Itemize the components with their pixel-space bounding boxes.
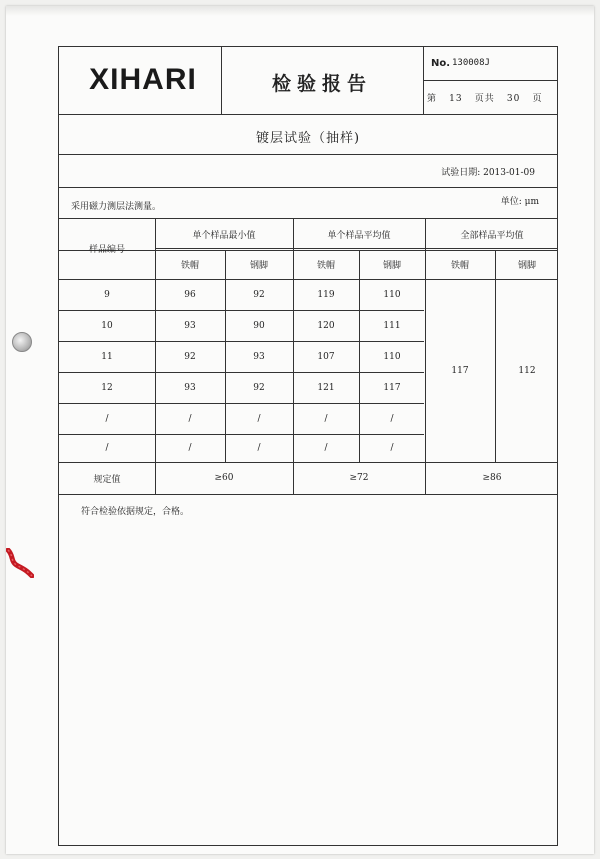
avg-foot-value: 117 [383, 382, 401, 393]
test-date-label: 试验日期: [441, 168, 481, 178]
avg-foot-value: 110 [383, 351, 401, 362]
sub-header: 铁帽 [316, 261, 335, 271]
avg-foot-value: 110 [383, 289, 401, 300]
page-prefix: 第 [427, 94, 438, 104]
min-foot-value: 92 [253, 382, 265, 393]
test-date-value: 2013-01-09 [483, 168, 535, 178]
min-foot-value: / [257, 413, 261, 424]
avg-cap-value: 107 [317, 351, 335, 362]
min-foot-value: 90 [253, 320, 265, 331]
sample-no: 10 [101, 320, 113, 331]
report-no-label: No. [431, 58, 451, 69]
table-border [59, 494, 557, 495]
avg-cap-value: 120 [317, 320, 335, 331]
unit-label: 单位: μm [500, 197, 539, 207]
sub-header: 铁帽 [180, 261, 199, 271]
sample-no: 11 [101, 351, 113, 362]
avg-cap-value: / [324, 443, 328, 453]
page-info [427, 91, 557, 104]
page-current: 13 [449, 94, 463, 104]
document-title: 检验报告 [271, 73, 372, 95]
spec-avg: ≥72 [349, 473, 369, 483]
sample-no: / [105, 413, 109, 424]
punch-hole [12, 332, 32, 352]
report-frame [58, 46, 558, 846]
group-header-min: 单个样品最小值 [192, 230, 256, 241]
company-logo: XIHARI [89, 63, 197, 96]
avg-foot-value: / [390, 413, 394, 424]
sample-no-header: 样品编号 [88, 245, 125, 255]
min-cap-value: 92 [184, 351, 196, 362]
sub-header: 钢脚 [249, 261, 268, 271]
report-number: 130008J [452, 58, 490, 68]
spec-min: ≥60 [214, 473, 234, 483]
overall-cap-value: 117 [451, 365, 469, 376]
divider [59, 114, 557, 115]
min-foot-value: / [257, 443, 261, 453]
spec-label: 规定值 [93, 474, 121, 485]
page-mid: 页共 [474, 94, 495, 104]
sub-header: 钢脚 [517, 261, 536, 271]
report-sheet [6, 6, 594, 854]
sub-header: 铁帽 [450, 261, 469, 271]
divider [221, 47, 222, 114]
sample-no: / [105, 443, 109, 453]
section-title: 镀层试验（抽样) [255, 131, 361, 146]
binding-cord-icon [6, 548, 34, 578]
avg-foot-value: 111 [383, 320, 401, 331]
min-foot-value: 93 [253, 351, 265, 362]
min-cap-value: 93 [184, 382, 196, 393]
avg-cap-value: 121 [317, 382, 335, 393]
sample-no: 9 [104, 289, 110, 300]
page-total: 30 [506, 94, 521, 104]
divider [59, 187, 557, 188]
avg-foot-value: / [390, 443, 394, 453]
method-text: 采用磁力测层法测量。 [71, 202, 162, 212]
sub-header: 钢脚 [382, 261, 401, 271]
page-suffix: 页 [532, 94, 543, 104]
group-header-overall: 全部样品平均值 [460, 230, 524, 241]
divider [423, 80, 557, 81]
min-cap-value: / [188, 443, 192, 453]
avg-cap-value: 119 [317, 289, 335, 300]
scan-edge [6, 6, 594, 16]
min-cap-value: 93 [184, 320, 196, 331]
group-header-avg: 单个样品平均值 [327, 230, 391, 241]
divider [59, 154, 557, 155]
spec-overall: ≥86 [482, 473, 502, 483]
min-cap-value: 96 [184, 289, 196, 300]
test-date [441, 165, 535, 178]
overall-foot-value: 112 [518, 365, 536, 376]
conclusion-text: 符合检验依据规定，合格。 [81, 507, 190, 517]
sample-no: 12 [101, 382, 113, 393]
min-cap-value: / [188, 413, 192, 424]
min-foot-value: 92 [253, 289, 265, 300]
avg-cap-value: / [324, 413, 328, 424]
